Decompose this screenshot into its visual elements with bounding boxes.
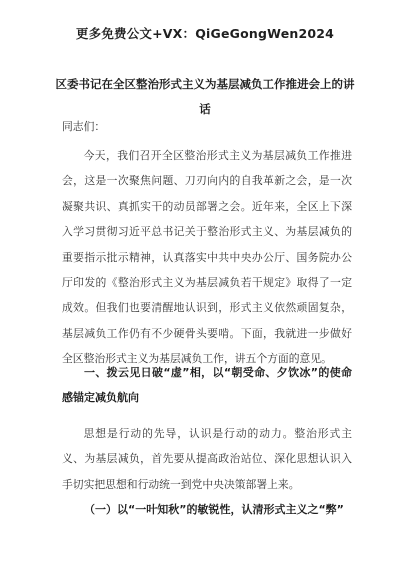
document-title: 区委书记在全区整治形式主义为基层减负工作推进会上的讲话 (55, 77, 355, 116)
paragraph-intro: 今天，我们召开全区整治形式主义为基层减负工作推进会，这是一次聚焦问题、刀刃向内的自我革新之会，是一次凝聚共识、真抓实干的动员部署之会。近年来，全区上下深入学习贯彻习近平总书记关于整治形式主义、为基层减负的重要指示批示精神，认真落实中共中央办公厅、国务院办公厅印发的《整治形式主义为基层减负若干规定》取得了一定成效。但我们也要清醒地认识到，形式主义依然顽固复杂，基层减负工作仍有不少硬骨头要啃。下面，我就进一步做好全区整治形式主义为基层减负工作，讲五个方面的意见。 (62, 149, 352, 366)
paragraph-section-1: 思想是行动的先导，认识是行动的动力。整治形式主义、为基层减负，首先要从提高政治站位、深化思想认识入手切实把思想和行动统一到党中央决策部署上来。 (62, 427, 352, 491)
page-header-watermark: 更多免费公文+VX：QiGeGongWen2024 (75, 26, 335, 41)
section-heading-1: 一、拨云见日破“虚”相，以“朝受命、夕饮冰”的使命感锚定减负航向 (62, 366, 352, 405)
subsection-heading-1: （一）以“一叶知秋”的敏锐性，认清形式主义之“弊” (84, 503, 344, 516)
salutation: 同志们： (62, 120, 106, 133)
